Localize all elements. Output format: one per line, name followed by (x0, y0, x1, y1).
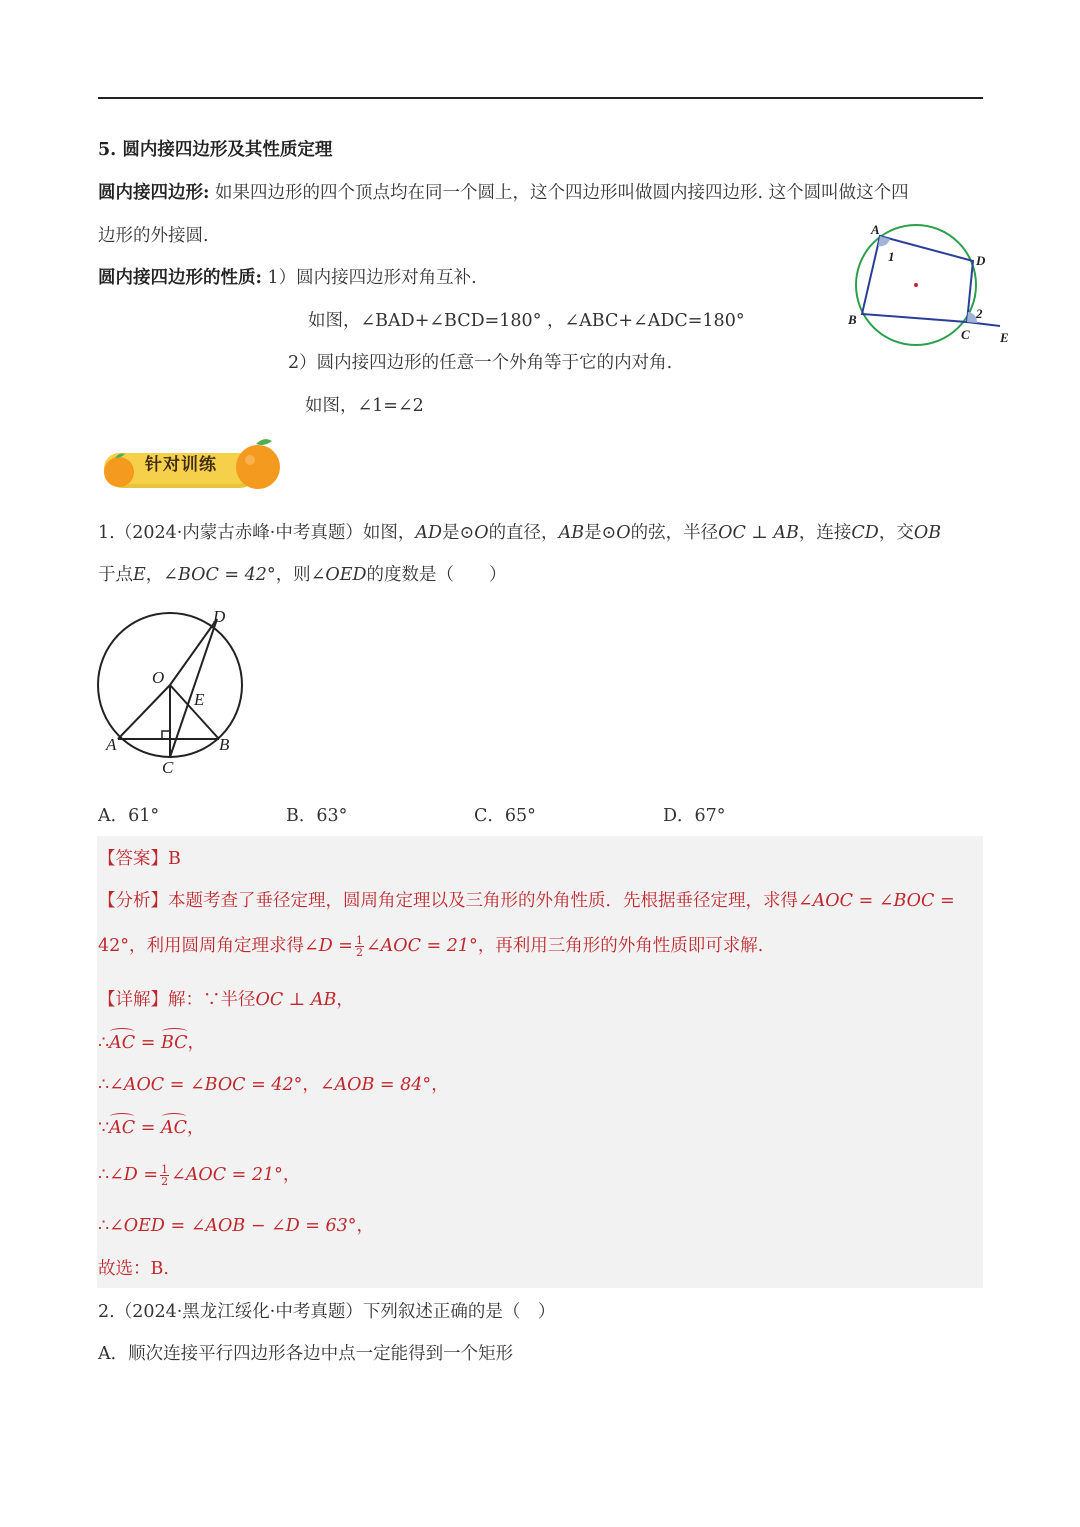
q1-text: ，交 (878, 523, 914, 543)
label-c: C (162, 758, 174, 777)
conclusion: 故选：B. (98, 1259, 169, 1279)
training-badge (100, 436, 285, 494)
arc-ac: AC (109, 1033, 136, 1053)
step-math: ∠AOC = 21° (171, 1165, 283, 1185)
orange-left-icon (104, 457, 134, 487)
label-angle-2: 2 (976, 306, 983, 321)
q1-math-boc: ∠BOC = 42° (163, 565, 276, 585)
property-term: 圆内接四边形的性质: (98, 268, 262, 288)
therefore-symbol: ∴ (98, 1075, 110, 1095)
arc-bc: BC (160, 1033, 188, 1053)
label-c: C (961, 327, 970, 342)
analysis-tag: 【分析】 (98, 891, 168, 911)
q1-option-d[interactable]: D．67° (663, 806, 726, 826)
q1-text: 是⊙ (442, 523, 475, 543)
because-symbol: ∵ (98, 1118, 110, 1138)
label-a: A (871, 222, 880, 237)
definition-line-2: 边形的外接圆. (98, 226, 209, 246)
fraction-numerator: 1 (355, 934, 363, 947)
therefore-symbol: ∴ (98, 1216, 110, 1236)
detail-text: ， (336, 990, 354, 1010)
q1-math-o: O (474, 523, 489, 543)
q1-circle-figure (92, 605, 252, 780)
property-1: 1）圆内接四边形对角互补. (267, 268, 477, 288)
analysis-math: ∠D = (304, 936, 353, 956)
arc-ac: AC (160, 1118, 187, 1138)
q1-text: ，连接 (798, 523, 852, 543)
step-angle-d (98, 1163, 300, 1187)
label-d: D (213, 607, 226, 626)
answer-line (98, 847, 181, 871)
property-line (98, 266, 477, 290)
detail-tag: 【详解】 (98, 990, 168, 1010)
analysis-text: 42°，利用圆周角定理求得 (98, 936, 305, 956)
punct: ， (431, 1075, 449, 1095)
label-e: E (1000, 330, 1009, 345)
therefore-symbol: ∴ (98, 1165, 110, 1185)
analysis-line-1 (98, 889, 955, 913)
step-math: ∠AOC = ∠BOC = 42° (109, 1075, 303, 1095)
analysis-text: ，再利用三角形的外角性质即可求解. (477, 936, 764, 956)
step-math: ∠OED = ∠AOB − ∠D = 63° (109, 1216, 357, 1236)
label-angle-1: 1 (888, 249, 895, 264)
orange-right-icon (236, 445, 280, 489)
analysis-math: ∠AOC = 21° (365, 936, 478, 956)
q1-text: 的度数是（ ） (366, 565, 507, 585)
therefore-symbol: ∴ (98, 1033, 110, 1053)
q1-option-b[interactable]: B．63° (286, 806, 348, 826)
q2-option-a[interactable]: A．顺次连接平行四边形各边中点一定能得到一个矩形 (98, 1344, 514, 1364)
q1-stem-line-1 (98, 521, 941, 545)
q1-math-oc-perp-ab: OC ⊥ AB (718, 523, 799, 543)
q1-text: 于点 (98, 565, 133, 585)
analysis-text: 本题考查了垂径定理，圆周角定理以及三角形的外角性质．先根据垂径定理，求得 (168, 891, 798, 911)
q1-option-a[interactable]: A．61° (98, 806, 160, 826)
step-angles (98, 1073, 449, 1097)
fraction-denominator: 2 (161, 1175, 169, 1188)
q1-stem-line-2 (98, 563, 507, 587)
q1-math-cd: CD (851, 523, 879, 543)
arc-ac: AC (109, 1118, 136, 1138)
q1-option-c[interactable]: C．65° (474, 806, 536, 826)
section-title: 5. 圆内接四边形及其性质定理 (98, 140, 333, 160)
definition-term: 圆内接四边形: (98, 183, 210, 203)
label-b: B (219, 735, 230, 754)
punct: ， (302, 1075, 320, 1095)
segment-od (170, 619, 217, 685)
detail-text: 解：∵半径 (168, 990, 256, 1010)
q1-math-ob: OB (913, 523, 942, 543)
label-e: E (194, 690, 205, 709)
step-arcs-equal (98, 1031, 205, 1055)
q1-math-o: O (616, 523, 631, 543)
answer-tag: 【答案】 (98, 849, 168, 869)
equals: = (135, 1033, 161, 1053)
fraction-denominator: 2 (355, 946, 363, 959)
q1-math-e: E (133, 565, 146, 585)
q1-text: ， (145, 565, 164, 585)
fraction-half (355, 935, 364, 958)
punct: ， (282, 1165, 301, 1185)
segment-cd (170, 619, 217, 757)
property-2: 2）圆内接四边形的任意一个外角等于它的内对角. (288, 353, 673, 373)
label-o: O (152, 668, 165, 687)
q1-text: 是⊙ (584, 523, 617, 543)
badge-label: 针对训练 (145, 455, 217, 475)
quadrilateral-abcd (862, 236, 973, 322)
center-point (914, 283, 918, 287)
step-math: ∠D = (109, 1165, 159, 1185)
q1-math-ad: AD (415, 523, 443, 543)
answer-value: B (168, 849, 181, 869)
step-because-arc (98, 1116, 205, 1140)
fraction-numerator: 1 (161, 1163, 169, 1176)
definition-line-1 (98, 181, 909, 205)
detail-math: OC ⊥ AB (255, 990, 337, 1010)
label-d: D (976, 253, 986, 268)
property-1-example: 如图，∠BAD+∠BCD=180° ，∠ABC+∠ADC=180° (308, 311, 745, 331)
definition-text: 如果四边形的四个顶点均在同一个圆上，这个四边形叫做圆内接四边形. 这个圆叫做这个四 (215, 183, 909, 203)
q1-text: 的直径， (488, 523, 559, 543)
property-2-example: 如图，∠1=∠2 (305, 396, 424, 416)
equals: = (135, 1118, 161, 1138)
detail-line (98, 988, 354, 1012)
q2-stem: 2.（2024·黑龙江绥化·中考真题）下列叙述正确的是（ ） (98, 1302, 556, 1322)
q1-stem-text: 1.（2024·内蒙古赤峰·中考真题）如图， (98, 523, 416, 543)
fraction-half (160, 1164, 169, 1187)
label-b: B (848, 312, 857, 327)
analysis-math: ∠AOC = ∠BOC = (798, 891, 955, 911)
q1-text: 的弦，半径 (630, 523, 719, 543)
header-rule (98, 97, 983, 99)
step-angle-oed (98, 1214, 374, 1238)
cyclic-quadrilateral-figure (840, 215, 1020, 355)
q1-math-oed: ∠OED (310, 565, 367, 585)
punct: ， (187, 1033, 206, 1053)
q1-math-ab: AB (558, 523, 585, 543)
right-angle-marker (162, 731, 170, 739)
step-math: ∠AOB = 84° (319, 1075, 432, 1095)
punct: ， (356, 1216, 375, 1236)
q1-text: ，则 (275, 565, 311, 585)
punct: ， (187, 1118, 205, 1138)
extension-ce (967, 322, 1000, 326)
analysis-line-2 (98, 934, 763, 958)
label-a: A (106, 735, 117, 754)
